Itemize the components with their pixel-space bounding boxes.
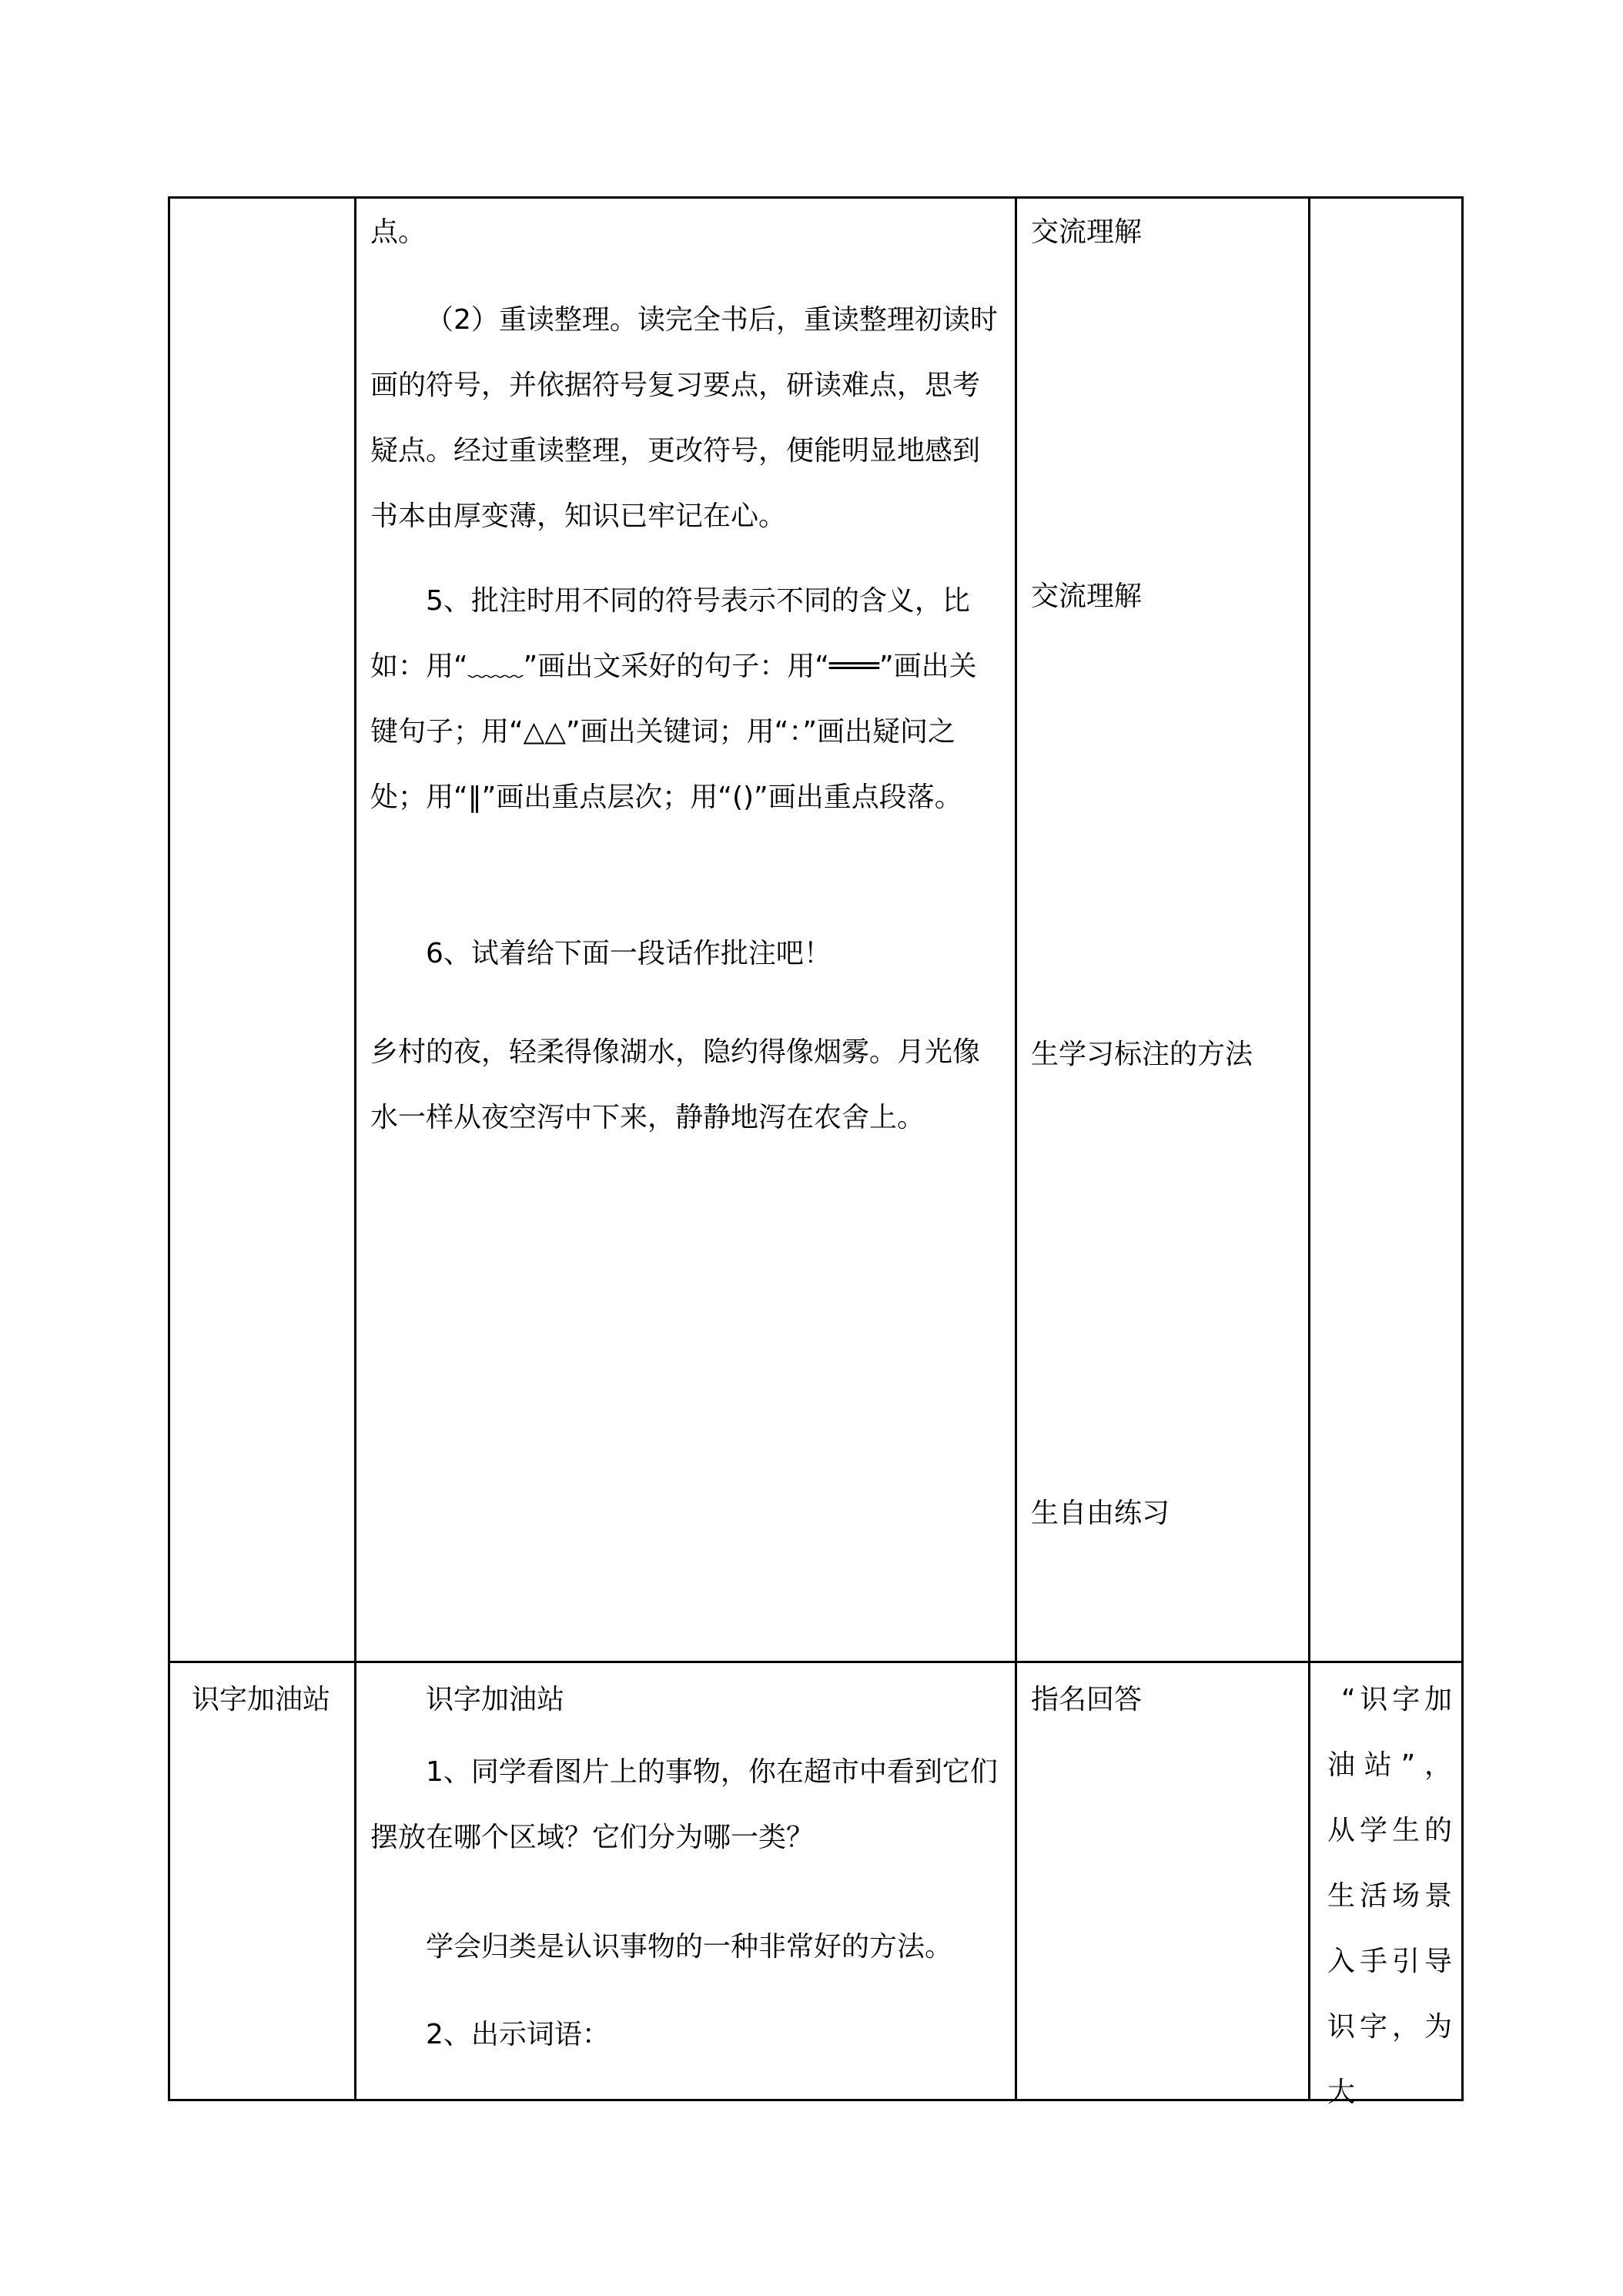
row1-activity-a: 交流理解 [1031, 216, 1143, 248]
table-right-border [1461, 196, 1464, 2101]
row1-activity-c: 生学习标注的方法 [1031, 1039, 1253, 1070]
row2-activity: 指名回答 [1031, 1684, 1143, 1715]
col-divider-1 [354, 196, 356, 2101]
row2-paragraph-classify: 学会归类是认识事物的一种非常好的方法。 [426, 1931, 953, 1963]
row2-design-note: “识字加油站”，从学生的生活场景入手引导识字，为大 [1327, 1684, 1452, 2108]
col-divider-3 [1308, 196, 1310, 2101]
row2-paragraph-1: 1、同学看图片上的事物，你在超市中看到它们摆放在哪个区域？它们分为哪一类？ [370, 1756, 998, 1853]
row1-paragraph-6: 6、试着给下面一段话作批注吧！ [426, 938, 832, 969]
row-divider [168, 1661, 1464, 1663]
row2-paragraph-2: 2、出示词语： [426, 2019, 610, 2050]
row1-paragraph-reread: （2）重读整理。读完全书后，重读整理初读时画的符号，并依据符号复习要点，研读难点，思考疑点。经过重读整理，更改符号，便能明显地感到书本由厚变薄，知识已牢记在心。 [370, 304, 998, 532]
table-top-border [168, 196, 1464, 199]
row2-section-label: 识字加油站 [192, 1684, 331, 1715]
table-left-border [168, 196, 170, 2101]
row1-text-continuation: 点。 [370, 216, 427, 248]
row1-activity-b: 交流理解 [1031, 581, 1143, 612]
row1-paragraph-5: 5、批注时用不同的符号表示不同的含义，比如：用“﹏﹏”画出文采好的句子：用“═══”画出关键句子；用“△△”画出关键词；用“：”画出疑问之处；用“‖”画出重点层次；用“()”画出重点段落。 [370, 585, 977, 813]
row1-paragraph-village: 乡村的夜，轻柔得像湖水，隐约得像烟雾。月光像水一样从夜空泻中下来，静静地泻在农舍上。 [370, 1036, 981, 1133]
row1-activity-d: 生自由练习 [1031, 1498, 1170, 1529]
row2-heading: 识字加油站 [426, 1684, 565, 1715]
table-bottom-border [168, 2099, 1464, 2101]
col-divider-2 [1015, 196, 1017, 2101]
